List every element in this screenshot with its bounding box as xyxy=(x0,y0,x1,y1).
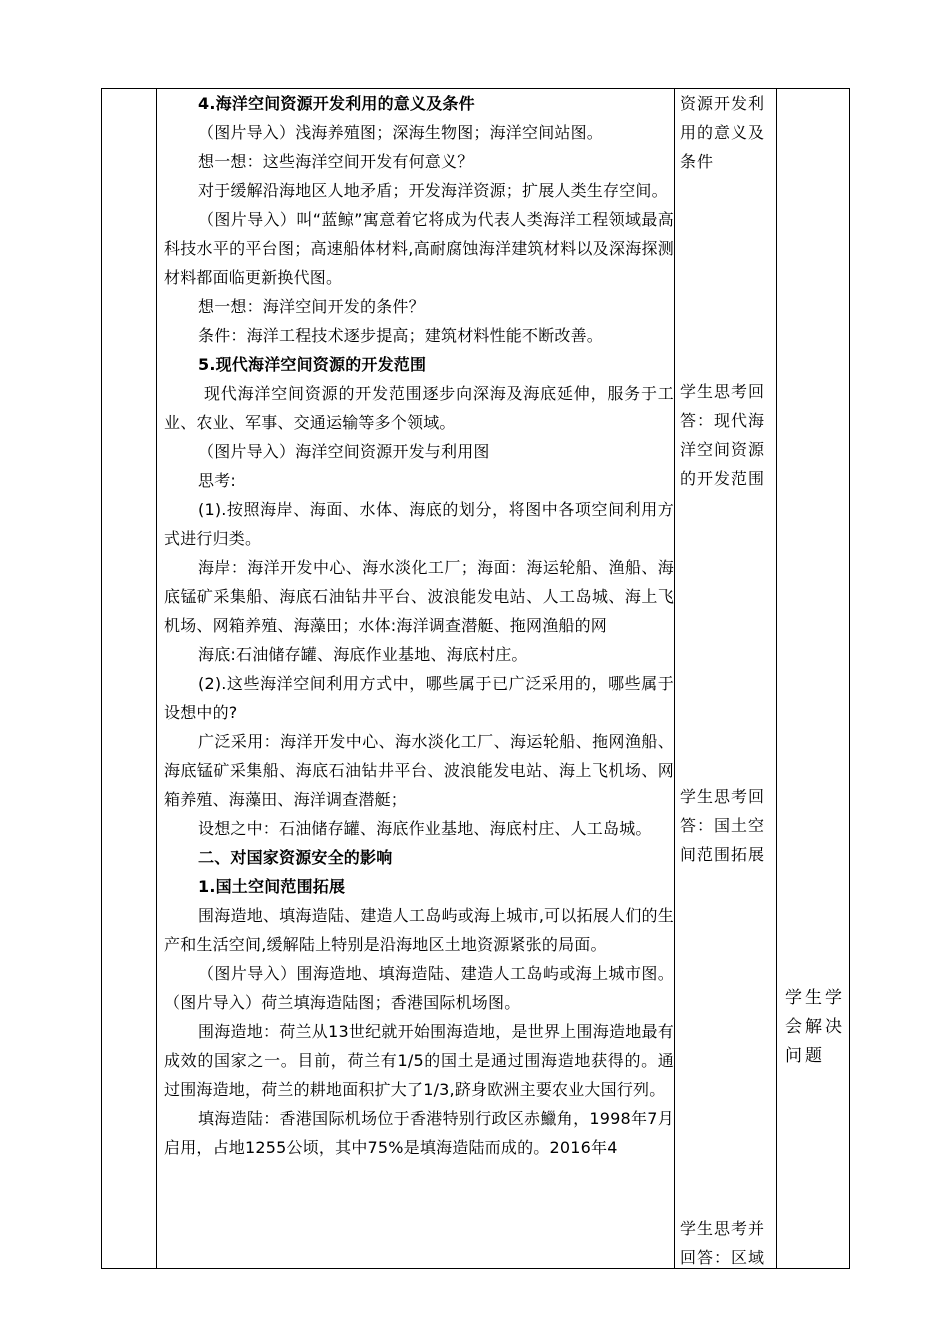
paragraph: 想一想：海洋空间开发的条件？ xyxy=(198,297,425,316)
paragraph: 填海造陆：香港国际机场位于香港特别行政区赤鱲角，1998年7月启用，占地1255公顷，其中75%是填海造陆而成的。2016年4 xyxy=(164,1109,674,1157)
paragraph: 现代海洋空间资源的开发范围逐步向深海及海底延伸，服务于工业、农业、军事、交通运输等多个领域。 xyxy=(164,384,674,432)
activity-text: 资源开发利用的意义及条件 xyxy=(680,94,766,171)
paragraph: (1).按照海岸、海面、水体、海底的划分，将图中各项空间利用方式进行归类。 xyxy=(164,500,674,548)
column-divider xyxy=(674,89,675,1268)
student-activity-1 xyxy=(680,89,770,176)
heading-5: 5.现代海洋空间资源的开发范围 xyxy=(198,355,427,374)
heading-1: 1.国土空间范围拓展 xyxy=(198,877,346,896)
student-activity-2 xyxy=(680,377,770,493)
paragraph: 条件：海洋工程技术逐步提高；建筑材料性能不断改善。 xyxy=(198,326,604,345)
paragraph: (2).这些海洋空间利用方式中，哪些属于已广泛采用的，哪些属于设想中的? xyxy=(164,674,674,722)
paragraph: 思考: xyxy=(198,471,236,490)
intent-text: 学生学会解决问题 xyxy=(785,988,845,1066)
activity-text: 学生思考并回答：区域 xyxy=(680,1219,766,1267)
paragraph: 设想之中：石油储存罐、海底作业基地、海底村庄、人工岛城。 xyxy=(198,819,652,838)
paragraph: 对于缓解沿海地区人地矛盾；开发海洋资源；扩展人类生存空间。 xyxy=(198,181,668,200)
paragraph: 围海造地：荷兰从13世纪就开始围海造地，是世界上围海造地最有成效的国家之一。目前，荷兰有1/5的国土是通过围海造地获得的。通过围海造地，荷兰的耕地面积扩大了1/3,跻身欧洲主要农业大国行列。 xyxy=(164,1022,674,1099)
student-activity-3 xyxy=(680,782,770,869)
activity-text: 学生思考回答：国土空间范围拓展 xyxy=(680,787,766,864)
column-divider xyxy=(776,89,777,1268)
heading-4: 4.海洋空间资源开发利用的意义及条件 xyxy=(198,94,475,113)
paragraph: （图片导入）叫“蓝鲸”寓意着它将成为代表人类海洋工程领域最高科技水平的平台图；高速船体材料,高耐腐蚀海洋建筑材料以及深海探测材料都面临更新换代图。 xyxy=(164,210,674,287)
paragraph: 广泛采用：海洋开发中心、海水淡化工厂、海运轮船、拖网渔船、海底锰矿采集船、海底石油钻井平台、波浪能发电站、海上飞机场、网箱养殖、海藻田、海洋调查潜艇； xyxy=(164,732,674,809)
design-intent xyxy=(785,984,847,1071)
paragraph: 海底:石油储存罐、海底作业基地、海底村庄。 xyxy=(198,645,528,664)
paragraph: 想一想：这些海洋空间开发有何意义？ xyxy=(198,152,474,171)
paragraph: 围海造地、填海造陆、建造人工岛屿或海上城市,可以拓展人们的生产和生活空间,缓解陆上特别是沿海地区土地资源紧张的局面。 xyxy=(164,906,674,954)
section-heading: 二、对国家资源安全的影响 xyxy=(198,848,393,867)
paragraph: （图片导入）海洋空间资源开发与利用图 xyxy=(198,442,490,461)
paragraph: （图片导入）浅海养殖图；深海生物图；海洋空间站图。 xyxy=(198,123,604,142)
paragraph: （图片导入）围海造地、填海造陆、建造人工岛屿或海上城市图。（图片导入）荷兰填海造陆图；香港国际机场图。 xyxy=(164,964,674,1012)
student-activity-4 xyxy=(680,1214,770,1272)
column-divider xyxy=(156,89,157,1268)
activity-text: 学生思考回答：现代海洋空间资源的开发范围 xyxy=(680,382,766,488)
lesson-table xyxy=(101,88,850,1269)
paragraph: 海岸：海洋开发中心、海水淡化工厂；海面：海运轮船、渔船、海底锰矿采集船、海底石油钻井平台、波浪能发电站、人工岛城、海上飞机场、网箱养殖、海藻田；水体:海洋调查潜艇、拖网渔船的网 xyxy=(164,558,674,635)
